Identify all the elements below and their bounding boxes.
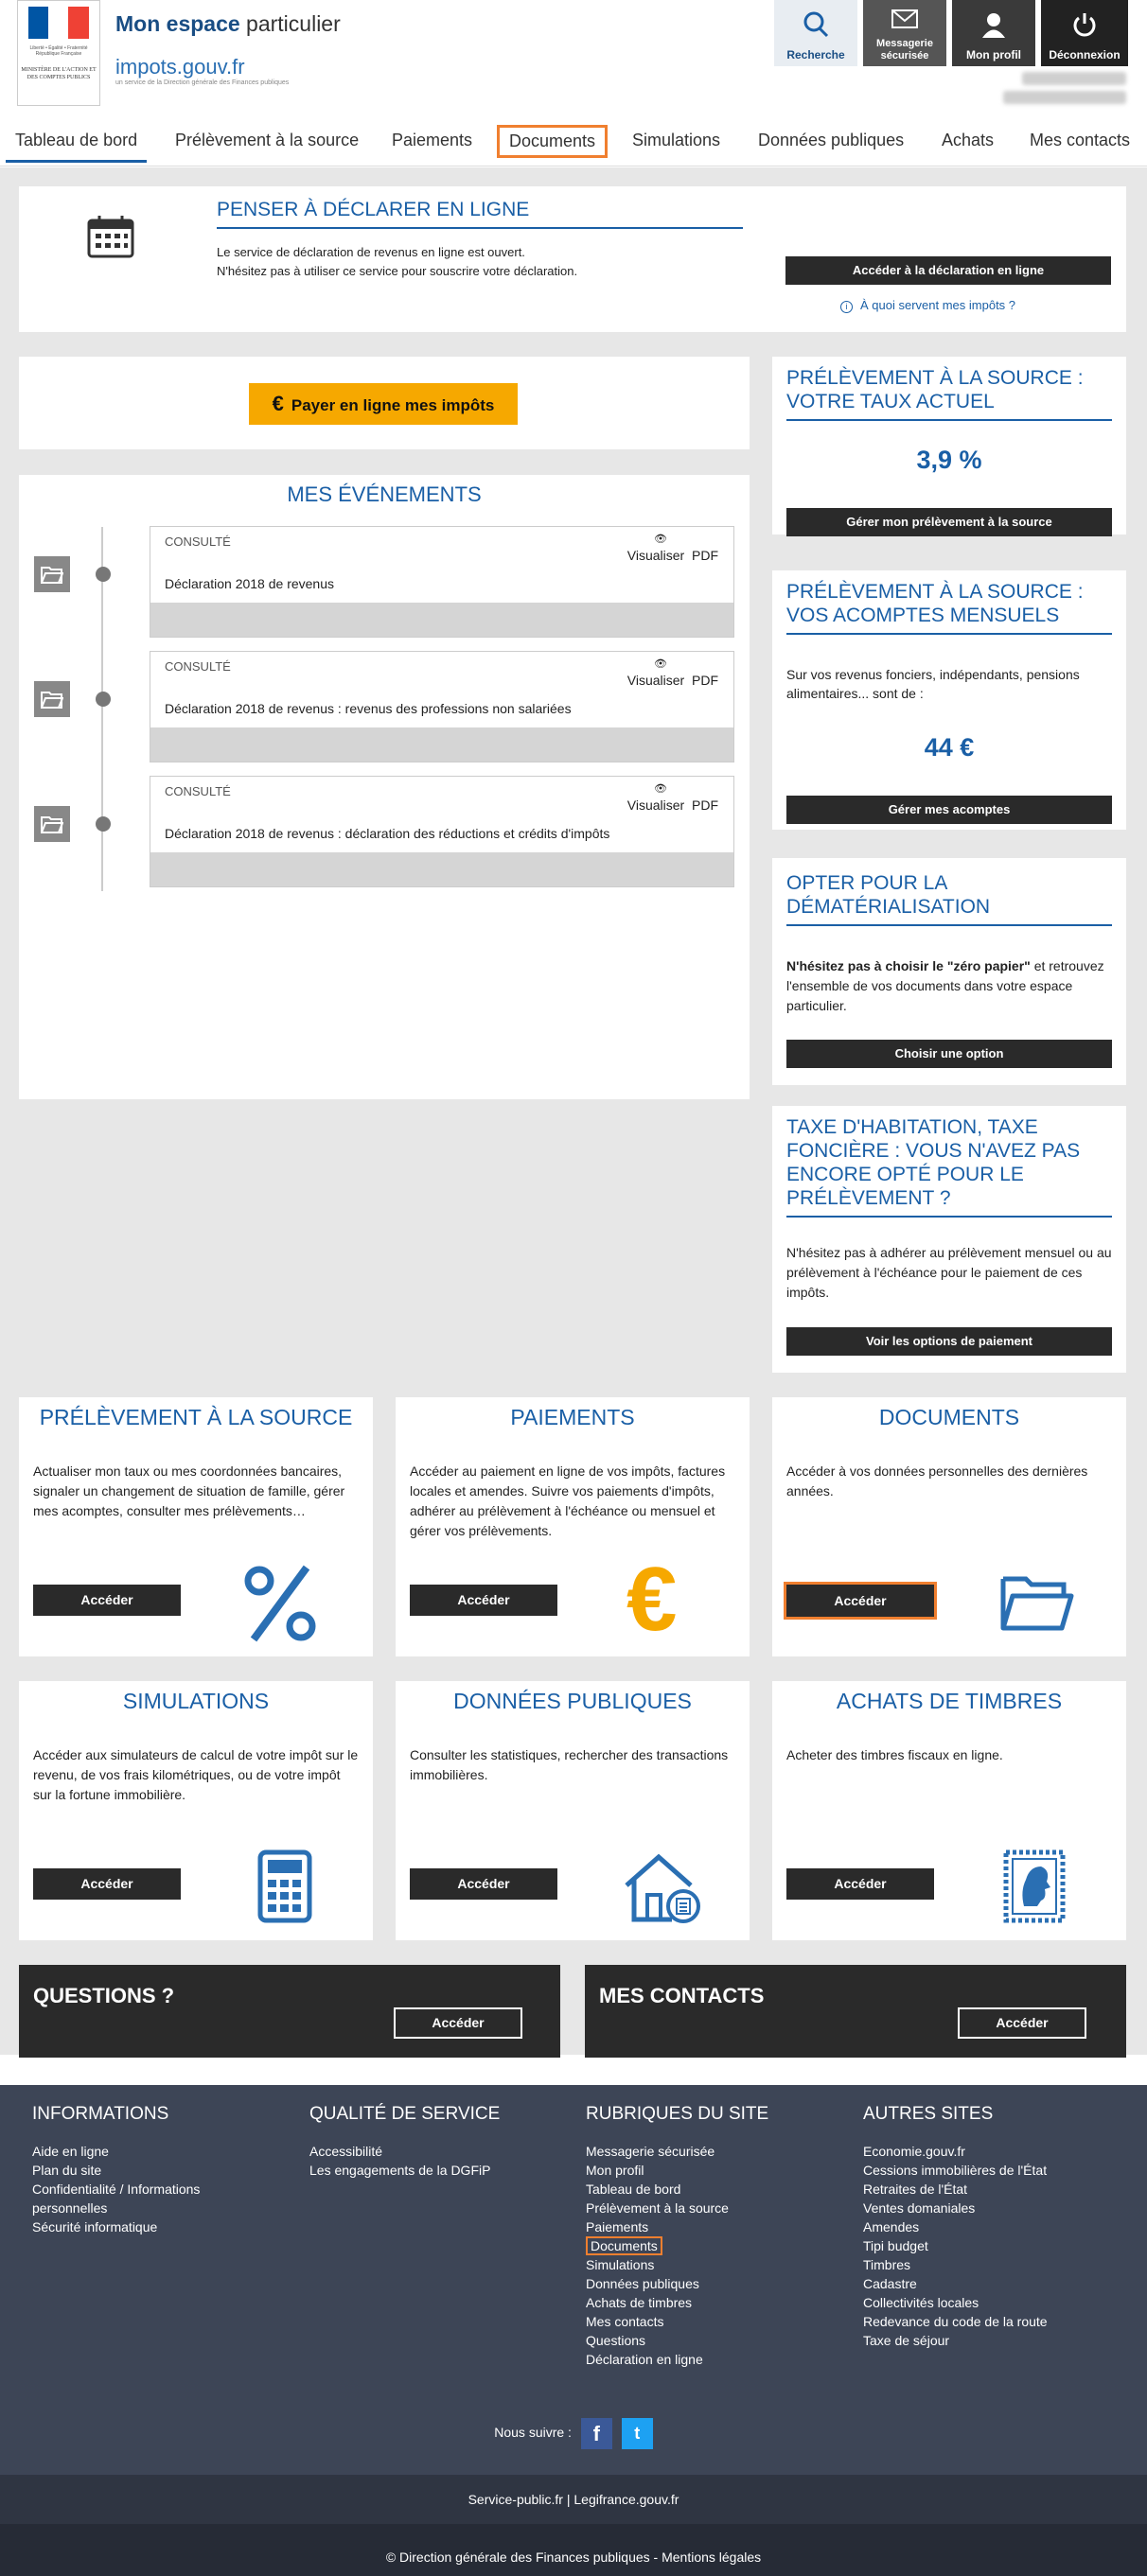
- event-footer: [150, 727, 733, 762]
- tile-access-button[interactable]: Accéder: [33, 1868, 181, 1900]
- footer-link[interactable]: Amendes: [863, 2219, 920, 2234]
- installments-card: [772, 570, 1126, 830]
- info-icon: i: [840, 301, 853, 313]
- facebook-icon[interactable]: f: [581, 2418, 612, 2449]
- user-icon: [979, 10, 1008, 39]
- footer-link[interactable]: Timbres: [863, 2257, 911, 2272]
- profile-button[interactable]: [952, 0, 1035, 66]
- tile-title: SIMULATIONS: [122, 1689, 270, 1713]
- logout-label: Déconnexion: [1049, 48, 1121, 61]
- pay-card: [19, 357, 750, 449]
- ministry-logo[interactable]: [17, 0, 100, 106]
- payment-options-button[interactable]: Voir les options de paiement: [786, 1327, 1112, 1356]
- footer-col-qualite: [309, 2104, 500, 2180]
- footer-link-documents[interactable]: Documents: [586, 2236, 662, 2255]
- tile-title: PAIEMENTS: [510, 1405, 635, 1429]
- footer-link[interactable]: Cessions immobilières de l'État: [863, 2163, 1048, 2178]
- nav-tableau-de-bord[interactable]: Tableau de bord: [6, 129, 147, 163]
- footer-copyright[interactable]: © Direction générale des Finances publiques - Mentions légales: [0, 2524, 1147, 2576]
- questions-title: QUESTIONS ?: [33, 1984, 175, 2007]
- footer-link[interactable]: Plan du site: [32, 2163, 102, 2178]
- event-footer: [150, 603, 733, 637]
- housing-tax-card: [772, 1106, 1126, 1373]
- house-icon: [623, 1851, 702, 1923]
- paperless-card: [772, 858, 1126, 1085]
- footer-link[interactable]: Accessibilité: [309, 2144, 383, 2159]
- installments-title: PRÉLÈVEMENT À LA SOURCE : VOS ACOMPTES MENSUELS: [786, 580, 1112, 635]
- declare-online-button[interactable]: Accéder à la déclaration en ligne: [785, 256, 1111, 285]
- folder-icon: [41, 690, 63, 709]
- footer-col-title: INFORMATIONS: [32, 2104, 169, 2124]
- event-footer: [150, 852, 733, 886]
- footer-col-title: RUBRIQUES DU SITE: [586, 2104, 769, 2124]
- footer-col-title: QUALITÉ DE SERVICE: [309, 2104, 501, 2124]
- tile-title: ACHATS DE TIMBRES: [836, 1689, 1063, 1713]
- manage-installments-button[interactable]: Gérer mes acomptes: [786, 796, 1112, 824]
- tile-paiements: [396, 1397, 750, 1656]
- footer-link[interactable]: Retraites de l'État: [863, 2182, 968, 2197]
- footer-col-autres-sites: [863, 2104, 1048, 2350]
- calendar-icon: [87, 215, 134, 258]
- tile-title: DOCUMENTS: [878, 1405, 1020, 1429]
- footer-link[interactable]: Mon profil: [586, 2163, 644, 2178]
- event-links: [627, 797, 718, 813]
- nav-prelevement[interactable]: Prélèvement à la source: [175, 131, 360, 149]
- event-description: Déclaration 2018 de revenus: [165, 576, 335, 591]
- calculator-icon: [257, 1849, 312, 1923]
- follow-label: Nous suivre :: [494, 2425, 572, 2441]
- user-name-redacted: [1022, 72, 1126, 85]
- tile-text: Accéder aux simulateurs de calcul de votre impôt sur le revenu, de vos frais kilométriques, ou de votre impôt sur la fortune immobilière.: [33, 1747, 359, 1802]
- tile-access-button[interactable]: Accéder: [410, 1868, 557, 1900]
- tile-access-button[interactable]: Accéder: [33, 1585, 181, 1616]
- declare-line2: N'hésitez pas à utiliser ce service pour souscrire votre déclaration.: [217, 264, 578, 278]
- footer-link[interactable]: Confidentialité / Informations: [32, 2182, 201, 2197]
- paperless-text: [786, 956, 1112, 1016]
- search-label: Recherche: [786, 48, 845, 61]
- event-description: Déclaration 2018 de revenus : revenus des professions non salariées: [165, 701, 572, 716]
- contacts-title: MES CONTACTS: [599, 1984, 765, 2007]
- eye-icon: 👁: [654, 534, 667, 545]
- euro-small-icon: €: [272, 392, 284, 415]
- event-status: CONSULTÉ: [165, 659, 231, 674]
- event-links: [627, 548, 718, 563]
- rate-value: 3,9 %: [916, 446, 982, 474]
- tile-text: Actualiser mon taux ou mes coordonnées bancaires, signaler un changement de situation de famille, gérer mes acomptes, consulter mes prélèvements…: [33, 1463, 345, 1518]
- footer-link[interactable]: Achats de timbres: [586, 2295, 693, 2310]
- choose-option-button[interactable]: Choisir une option: [786, 1040, 1112, 1068]
- pay-online-button[interactable]: [249, 383, 518, 425]
- footer-link[interactable]: Tableau de bord: [586, 2182, 681, 2197]
- footer-link[interactable]: Questions: [586, 2333, 646, 2348]
- nav-achats[interactable]: Achats: [942, 131, 995, 149]
- tile-text: Accéder à vos données personnelles des dernières années.: [786, 1463, 1088, 1498]
- event-folder-button[interactable]: [34, 556, 70, 592]
- nav-paiements[interactable]: Paiements: [392, 131, 473, 149]
- header: [0, 0, 1147, 114]
- logout-button[interactable]: [1041, 0, 1128, 66]
- event-description: Déclaration 2018 de revenus : déclaration des réductions et crédits d'impôts: [165, 826, 610, 841]
- profile-label: Mon profil: [966, 48, 1021, 61]
- tile-access-button[interactable]: Accéder: [786, 1868, 934, 1900]
- view-link[interactable]: Visualiser: [626, 548, 685, 563]
- footer-link[interactable]: Collectivités locales: [863, 2295, 979, 2310]
- timeline-dot: [96, 816, 111, 832]
- event-status: CONSULTÉ: [165, 784, 231, 798]
- euro-icon: €: [626, 1549, 678, 1650]
- tile-title: PRÉLÈVEMENT À LA SOURCE: [39, 1405, 353, 1429]
- tile-documents: [772, 1397, 1126, 1656]
- footer-link[interactable]: Economie.gouv.fr: [863, 2144, 965, 2159]
- footer-link[interactable]: Déclaration en ligne: [586, 2352, 703, 2367]
- view-link[interactable]: Visualiser: [626, 797, 685, 813]
- nav-mes-contacts[interactable]: Mes contacts: [1030, 131, 1131, 149]
- pdf-link[interactable]: PDF: [692, 548, 718, 563]
- manage-withholding-button[interactable]: Gérer mon prélèvement à la source: [786, 508, 1112, 536]
- stamp-icon: [1003, 1849, 1066, 1923]
- footer-link[interactable]: Les engagements de la DGFiP: [309, 2163, 491, 2178]
- main-nav: [0, 114, 1147, 166]
- user-id-redacted: [1003, 91, 1126, 104]
- footer-link[interactable]: Simulations: [586, 2257, 655, 2272]
- app-title: [115, 11, 341, 37]
- footer-link[interactable]: Données publiques: [586, 2276, 699, 2291]
- questions-access-button[interactable]: Accéder: [394, 2007, 522, 2039]
- app-title-main: Mon espace: [115, 11, 240, 36]
- tile-achats-timbres: [772, 1681, 1126, 1940]
- pay-online-label: Payer en ligne mes impôts: [291, 396, 495, 414]
- questions-box: [19, 1965, 560, 2058]
- installments-value: 44 €: [924, 733, 975, 762]
- tile-text: Acheter des timbres fiscaux en ligne.: [786, 1747, 1003, 1762]
- footer-link[interactable]: Paiements: [586, 2219, 649, 2234]
- footer-col-title: AUTRES SITES: [863, 2104, 994, 2124]
- paperless-title: OPTER POUR LA DÉMATÉRIALISATION: [786, 871, 1112, 926]
- footer-col-rubriques: [586, 2104, 768, 2369]
- messaging-label: Messagerie sécurisée: [876, 38, 933, 61]
- nav-documents[interactable]: Documents: [497, 125, 608, 158]
- footer-col-informations: [32, 2104, 200, 2236]
- footer-link[interactable]: Prélèvement à la source: [586, 2200, 729, 2216]
- twitter-icon[interactable]: t: [622, 2418, 653, 2449]
- contacts-access-button[interactable]: Accéder: [958, 2007, 1086, 2039]
- tile-prelevement: [19, 1397, 373, 1656]
- eye-icon: 👁: [654, 783, 667, 795]
- tile-title: DONNÉES PUBLIQUES: [453, 1689, 692, 1713]
- pdf-link[interactable]: PDF: [692, 797, 718, 813]
- search-icon: [802, 10, 830, 39]
- folder-icon: [41, 815, 63, 833]
- site-logo[interactable]: impots.gouv.fr: [115, 55, 245, 79]
- info-link[interactable]: [840, 298, 1015, 313]
- events-card: [19, 475, 750, 1099]
- power-icon: [1070, 10, 1099, 39]
- tile-text: Accéder au paiement en ligne de vos impôts, factures locales et amendes. Suivre vos paiements d'impôts, adhérer au prélèvement à l'échéance ou mensuel et gérer vos prélèvements.: [410, 1463, 726, 1538]
- nav-donnees-publiques[interactable]: Données publiques: [758, 131, 905, 149]
- search-button[interactable]: [774, 0, 857, 66]
- event-folder-button[interactable]: [34, 681, 70, 717]
- event-status: CONSULTÉ: [165, 534, 231, 549]
- footer-link[interactable]: Sécurité informatique: [32, 2219, 158, 2234]
- tile-donnees-publiques: [396, 1681, 750, 1940]
- footer-link[interactable]: Taxe de séjour: [863, 2333, 950, 2348]
- rate-title: PRÉLÈVEMENT À LA SOURCE : VOTRE TAUX ACTUEL: [786, 366, 1112, 421]
- logo-motto: Liberté • Égalité • Fraternité: [29, 45, 88, 51]
- events-title: MES ÉVÉNEMENTS: [287, 482, 482, 506]
- envelope-icon: [891, 7, 919, 31]
- social-follow: [0, 2418, 1147, 2449]
- tile-text: Consulter les statistiques, rechercher des transactions immobilières.: [410, 1747, 729, 1782]
- logo-republic: République Française: [35, 51, 82, 57]
- footer-link[interactable]: Aide en ligne: [32, 2144, 109, 2159]
- housing-tax-text: N'hésitez pas à adhérer au prélèvement mensuel ou au prélèvement à l'échéance pour le paiement de ces impôts.: [786, 1245, 1112, 1300]
- footer-link[interactable]: Mes contacts: [586, 2314, 664, 2329]
- footer-link[interactable]: Messagerie sécurisée: [586, 2144, 715, 2159]
- declare-banner: [19, 186, 1126, 332]
- tile-access-button[interactable]: Accéder: [410, 1585, 557, 1616]
- rate-card: [772, 357, 1126, 534]
- declare-line1: Le service de déclaration de revenus en ligne est ouvert.: [217, 245, 525, 259]
- nav-simulations[interactable]: Simulations: [632, 131, 721, 149]
- footer-link[interactable]: Tipi budget: [863, 2238, 928, 2253]
- housing-tax-title: TAXE D'HABITATION, TAXE FONCIÈRE : VOUS N'AVEZ PAS ENCORE OPTÉ POUR LE PRÉLÈVEMENT ?: [786, 1115, 1112, 1218]
- declare-title: PENSER À DÉCLARER EN LIGNE: [217, 198, 743, 229]
- footer-link[interactable]: Ventes domaniales: [863, 2200, 976, 2216]
- event-item: [150, 776, 734, 887]
- event-links: [627, 673, 718, 688]
- eye-icon: 👁: [654, 658, 667, 670]
- app-title-sub: particulier: [239, 11, 341, 36]
- paperless-text-bold: N'hésitez pas à choisir le "zéro papier": [786, 958, 1031, 973]
- info-link-label: À quoi servent mes impôts ?: [860, 298, 1016, 312]
- timeline-dot: [96, 567, 111, 582]
- tile-access-button[interactable]: Accéder: [784, 1582, 937, 1620]
- view-link[interactable]: Visualiser: [626, 673, 685, 688]
- folder-icon: [41, 565, 63, 584]
- event-item: [150, 651, 734, 762]
- pdf-link[interactable]: PDF: [692, 673, 718, 688]
- messaging-button[interactable]: [863, 0, 946, 66]
- paperless-text-rest: et retrouvez l'ensemble de vos documents dans votre espace particulier.: [786, 958, 1104, 1013]
- footer-links-line[interactable]: Service-public.fr | Legifrance.gouv.fr: [0, 2475, 1147, 2524]
- footer-link[interactable]: Redevance du code de la route: [863, 2314, 1048, 2329]
- event-item: [150, 526, 734, 638]
- tile-simulations: [19, 1681, 373, 1940]
- folder-icon: [999, 1571, 1075, 1632]
- installments-text: Sur vos revenus fonciers, indépendants, pensions alimentaires... sont de :: [786, 667, 1080, 701]
- site-subtitle: un service de la Direction générale des Finances publiques: [115, 79, 290, 86]
- marianne-flag-icon: [28, 7, 89, 39]
- contacts-box: [585, 1965, 1126, 2058]
- footer-link[interactable]: Cadastre: [863, 2276, 917, 2291]
- percent-icon: [242, 1564, 318, 1643]
- logo-ministry-text: MINISTÈRE DE L'ACTION ET DES COMPTES PUBLICS: [21, 67, 97, 80]
- event-folder-button[interactable]: [34, 806, 70, 842]
- timeline-dot: [96, 692, 111, 707]
- footer-link[interactable]: personnelles: [32, 2200, 108, 2216]
- footer: [0, 2085, 1147, 2475]
